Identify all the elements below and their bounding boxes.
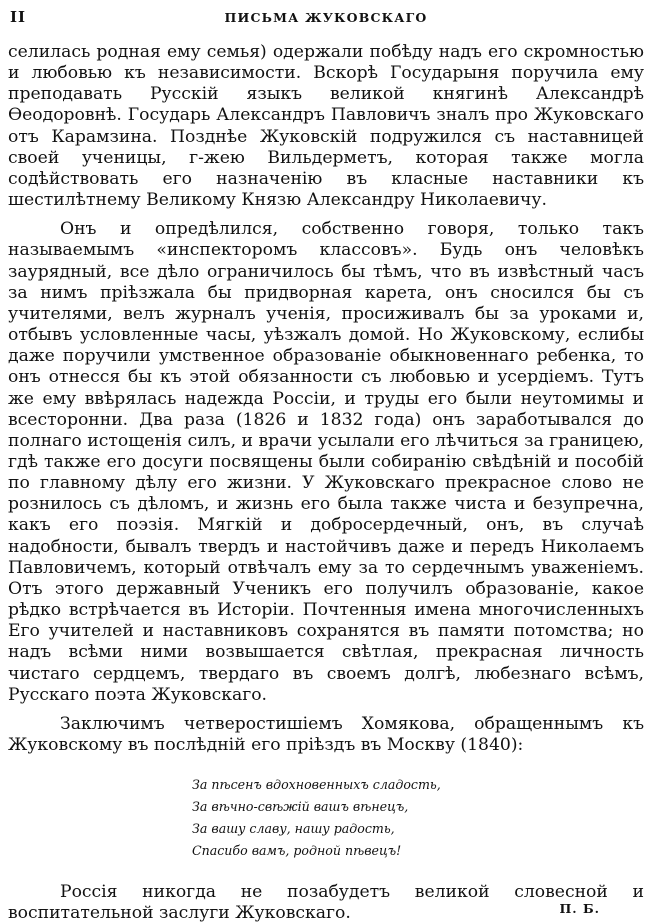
page-number: II	[10, 8, 27, 26]
author-signature: П. Б.	[559, 901, 600, 916]
verse-line: За вашу славу, нашу радость,	[192, 821, 395, 837]
verse-line: За пѣсенъ вдохновенныхъ сладость,	[192, 777, 441, 793]
running-title: ПИСЬМА ЖУКОВСКАГО	[224, 10, 428, 25]
paragraph-4: Россія никогда не позабудетъ великой словесной и воспитательной заслуги Жуковскаго.	[8, 882, 644, 924]
paragraph-1: селилась родная ему семья) одержали побѣду надъ его скромностью и любовью къ независимости. Вскорѣ Государыня поручила ему преподавать Русскій языкъ великой княгинѣ Александрѣ Ѳеодоровнѣ. Государь Александръ Павловичъ зналъ про Жуковскаго отъ Карамзина. Позднѣе Жуковскій подружился съ наставницей своей ученицы, г-жею Вильдерметъ, которая также могла содѣйствовать его назначенію въ класные наставники къ шестилѣтнему Великому Князю Александру Николаевичу.	[8, 42, 644, 211]
page-header	[8, 6, 644, 28]
paragraph-2: Онъ и опредѣлился, собственно говоря, только такъ называемымъ «инспекторомъ классовъ». Будь онъ человѣкъ заурядный, все дѣло ограничилось бы тѣмъ, что въ извѣстный часъ за нимъ пріѣзжала бы придворная карета, онъ сносился бы съ учителями, велъ журналъ ученія, просиживалъ бы за уроками и, отбывъ условленные часы, уѣзжалъ домой. Но Жуковскому, еслибы даже поручили умственное образованіе обыкновеннаго ребенка, то онъ отнесся бы къ этой обязанности съ любовью и усердіемъ. Тутъ же ему ввѣрялась надежда Россіи, и труды его были неутомимы и всесторонни. Два раза (1826 и 1832 года) онъ заработывался до полнаго истощенія силъ, и врачи усылали его лѣчиться за границею, гдѣ также его досуги посвящены были собиранію свѣдѣній и пособій по главному дѣлу его жизни. У Жуковскаго прекрасное слово не рознилось съ дѣломъ, и жизнь его была также чиста и безупречна, какъ его поэзія. Мягкій и добросердечный, онъ, въ случаѣ надобности, бывалъ твердъ и настойчивъ даже и передъ Николаемъ Павловичемъ, который отвѣчалъ ему за то сердечнымъ уваженіемъ. Отъ этого державный Ученикъ его получилъ образованіе, какое рѣдко встрѣчается въ Исторіи. Почтенныя имена многочисленныхъ Его учителей и наставниковъ сохранятся въ памяти потомства; но надъ всѣми ними возвышается свѣтлая, прекрасная личность чистаго сердцемъ, твердаго въ своемъ долгѣ, любезнаго всѣмъ, Русскаго поэта Жуковскаго.	[8, 219, 644, 705]
verse-line: За вѣчно-свѣжій вашъ вѣнецъ,	[192, 799, 409, 815]
verse-line: Спасибо вамъ, родной пѣвецъ!	[192, 843, 402, 859]
paragraph-3: Заключимъ четверостишіемъ Хомякова, обращеннымъ къ Жуковскому въ послѣдній его пріѣздъ въ Москву (1840):	[8, 713, 644, 755]
body-text	[8, 42, 644, 924]
verse-quatrain	[192, 774, 644, 862]
